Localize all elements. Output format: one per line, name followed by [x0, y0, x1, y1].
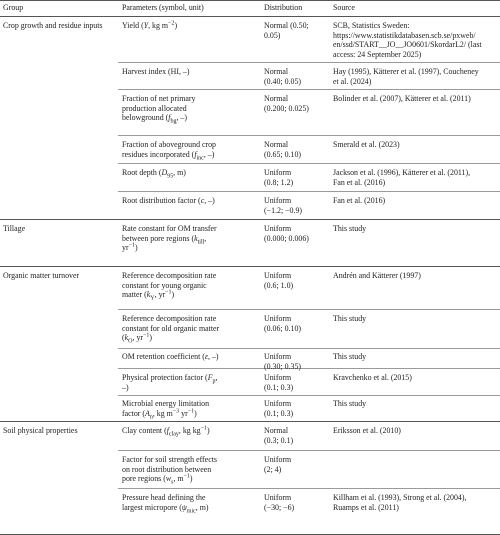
subscript-text: till — [197, 239, 205, 246]
cell-line: This study — [333, 314, 367, 323]
param-text: , kg m — [152, 408, 173, 418]
cell-line: Uniform — [264, 224, 292, 233]
param-cell — [122, 399, 262, 421]
source-cell — [333, 271, 498, 281]
source-cell — [333, 140, 498, 150]
param-text: yr — [179, 408, 188, 418]
subscript-text: mic — [186, 508, 196, 515]
row-divider — [118, 395, 500, 396]
param-text: Reference decomposition rate — [122, 314, 217, 323]
subscript-text: s — [171, 479, 174, 486]
param-cell — [122, 67, 262, 77]
group-divider — [0, 219, 500, 220]
source-cell — [333, 314, 498, 324]
cell-line: en/ssd/START__JO__JO0601/SkordarL2/ (last — [333, 40, 482, 50]
cell-line: Ruamps et al. (2011) — [333, 502, 399, 512]
dist-cell — [264, 224, 326, 243]
group-label: Crop growth and residue inputs — [3, 21, 103, 30]
cell-line: Eriksson et al. (2010) — [333, 426, 401, 435]
source-cell — [333, 168, 498, 187]
param-cell — [122, 196, 262, 206]
param-text: Pressure head defining the — [122, 493, 206, 502]
cell-line: Jackson et al. (1996), Kätterer et al. (2011), — [333, 168, 471, 177]
param-text: , m — [173, 474, 184, 484]
superscript-text: −3 — [172, 407, 180, 414]
cell-line: https://www.statistikdatabasen.scb.se/pxweb/ — [333, 30, 476, 40]
param-text: Fraction of aboveground crop — [122, 140, 217, 149]
param-text: Rate constant for OM transfer — [122, 224, 217, 233]
subscript-text: p — [212, 378, 216, 385]
symbol-text: ε — [204, 352, 209, 361]
cell-line: Uniform — [264, 196, 292, 205]
param-cell — [122, 455, 262, 484]
cell-line: Uniform — [264, 314, 292, 323]
param-text: constant for young organic — [122, 280, 207, 290]
param-cell — [122, 352, 262, 362]
dist-cell — [264, 140, 326, 159]
param-text: , — [204, 233, 207, 243]
param-text: constant for old organic matter — [122, 323, 220, 333]
row-divider — [118, 191, 500, 192]
group-label: Tillage — [3, 224, 26, 233]
param-text: –) — [122, 382, 129, 392]
symbol-text: D — [161, 168, 168, 177]
dist-cell — [264, 399, 326, 418]
param-text: ) — [174, 21, 178, 30]
row-divider — [118, 163, 500, 164]
dist-cell — [264, 271, 326, 290]
row-divider — [118, 348, 500, 349]
cell-line: Normal — [264, 426, 289, 435]
row-divider — [118, 62, 500, 63]
param-cell — [122, 168, 262, 178]
subscript-text: O — [128, 338, 133, 345]
symbol-text: w — [165, 474, 172, 484]
param-text: residues incorporated ( — [122, 149, 195, 159]
cell-line: (0.1; 0.3) — [264, 408, 294, 418]
param-cell — [122, 373, 262, 392]
param-cell — [122, 140, 262, 162]
source-cell — [333, 67, 498, 86]
param-cell — [122, 94, 262, 123]
dist-cell — [264, 455, 326, 474]
cell-line: Uniform — [264, 493, 292, 502]
param-text: production allocated — [122, 103, 187, 113]
cell-line: (0.1; 0.3) — [264, 382, 294, 392]
header-group: Group — [3, 3, 24, 12]
param-text: factor ( — [122, 408, 145, 418]
param-text: Fraction of net primary — [122, 94, 196, 103]
param-text: ) — [189, 474, 193, 484]
param-text: ( — [122, 333, 125, 343]
dist-cell — [264, 168, 326, 187]
symbol-text: Y — [143, 21, 149, 30]
symbol-text: f — [194, 149, 197, 159]
cell-line: Hay (1995), Kätterer et al. (1997), Coucheney — [333, 67, 479, 76]
row-divider — [118, 89, 500, 90]
source-cell — [333, 94, 498, 104]
dist-cell — [264, 314, 326, 333]
row-divider — [118, 450, 500, 451]
source-cell — [333, 21, 498, 59]
dist-cell — [264, 21, 326, 40]
param-text: on root distribution between — [122, 464, 212, 474]
superscript-text: −1 — [183, 473, 190, 480]
symbol-text: A — [145, 408, 150, 418]
cell-line: Killham et al. (1993), Strong et al. (2004), — [333, 493, 467, 502]
cell-line: Uniform — [264, 352, 292, 361]
cell-line: (0.65; 0.10) — [264, 149, 302, 159]
symbol-text: k — [124, 333, 129, 343]
dist-cell — [264, 352, 326, 371]
subscript-text: clay — [168, 431, 179, 438]
source-cell — [333, 399, 498, 409]
param-cell — [122, 493, 262, 515]
cell-line: This study — [333, 224, 367, 233]
param-text: Harvest index (HI, –) — [122, 67, 190, 76]
superscript-text: −2 — [168, 20, 175, 27]
cell-line: Uniform — [264, 271, 292, 280]
param-text: , –) — [204, 196, 215, 205]
param-cell — [122, 224, 262, 253]
cell-line: Bolinder et al. (2007), Kätterer et al. (2011) — [333, 94, 471, 103]
row-divider — [118, 135, 500, 136]
param-text: between pore regions ( — [122, 233, 195, 243]
superscript-text: −1 — [165, 289, 172, 296]
source-cell — [333, 224, 498, 234]
subscript-text: Y — [150, 295, 155, 302]
param-text: OM retention coefficient ( — [122, 352, 205, 361]
cell-line: (0.8; 1.2) — [264, 177, 294, 187]
cell-line: (2; 4) — [264, 464, 282, 474]
param-text: largest micropore ( — [122, 502, 182, 512]
param-cell — [122, 314, 262, 343]
group-label: Organic matter turnover — [3, 271, 80, 280]
param-text: ) — [207, 426, 210, 435]
source-cell — [333, 352, 498, 362]
cell-line: access: 24 September 2025) — [333, 49, 422, 59]
dist-cell — [264, 67, 326, 86]
param-cell — [122, 21, 262, 31]
param-text: Microbial energy limitation — [122, 399, 210, 408]
subscript-text: inc — [196, 155, 204, 162]
group-divider — [0, 421, 500, 422]
cell-line: (0.200; 0.025) — [264, 103, 309, 113]
cell-line: (−1.2; −0.9) — [264, 205, 303, 215]
param-text: , — [215, 373, 218, 382]
param-text: Clay content ( — [122, 426, 167, 435]
param-text: Yield ( — [122, 21, 144, 30]
cell-line: Smerald et al. (2023) — [333, 140, 400, 149]
source-cell — [333, 196, 498, 206]
param-text: Root distribution factor ( — [122, 196, 201, 205]
subscript-text: bg — [170, 118, 177, 125]
source-cell — [333, 426, 498, 436]
subscript-text: n — [149, 414, 153, 421]
cell-line: Normal — [264, 140, 289, 149]
cell-line: Uniform — [264, 373, 292, 382]
symbol-text: k — [146, 290, 151, 300]
symbol-text: F — [207, 373, 213, 382]
cell-line: Normal — [264, 94, 289, 103]
dist-cell — [264, 493, 326, 512]
param-text: yr — [122, 243, 129, 253]
cell-line: Fan et al. (2016) — [333, 196, 386, 205]
dist-cell — [264, 373, 326, 392]
symbol-text: f — [168, 113, 171, 123]
cell-line: et al. (2024) — [333, 76, 372, 86]
param-text: ) — [194, 408, 197, 418]
param-cell — [122, 271, 262, 300]
param-text: ) — [134, 243, 138, 253]
header-source: Source — [333, 3, 355, 12]
superscript-text: −1 — [187, 407, 195, 414]
source-cell — [333, 373, 498, 383]
superscript-text: −1 — [143, 332, 150, 339]
param-text: ) — [149, 333, 153, 343]
cell-line: (0.40; 0.05) — [264, 76, 302, 86]
cell-line: (0.3; 0.1) — [264, 435, 294, 445]
cell-line: This study — [333, 399, 367, 408]
param-text: ) — [171, 290, 175, 300]
dist-cell — [264, 94, 326, 113]
cell-line: This study — [333, 352, 367, 361]
param-text: , –) — [176, 113, 187, 123]
cell-line: (0.000; 0.006) — [264, 233, 309, 243]
param-text: Root depth ( — [122, 168, 162, 177]
row-divider — [118, 309, 500, 310]
row-divider — [118, 488, 500, 489]
cell-line: Fan et al. (2016) — [333, 177, 386, 187]
cell-line: Uniform — [264, 168, 292, 177]
symbol-text: ψ — [181, 502, 187, 512]
param-text: , –) — [203, 149, 215, 159]
cell-line: Andrén and Kätterer (1997) — [333, 271, 421, 280]
dist-cell — [264, 196, 326, 215]
cell-line: SCB, Statistics Sweden: — [333, 21, 410, 30]
cell-line: (0.06; 0.10) — [264, 323, 302, 333]
param-text: matter ( — [122, 290, 147, 300]
header-distribution: Distribution — [264, 3, 303, 12]
param-text: , kg kg — [178, 426, 201, 435]
param-text: Physical protection factor ( — [122, 373, 208, 382]
symbol-text: k — [194, 233, 198, 243]
param-text: , –) — [208, 352, 219, 361]
cell-line: Uniform — [264, 399, 292, 408]
param-text: , yr — [154, 290, 166, 300]
param-text: Factor for soil strength effects — [122, 455, 217, 464]
subscript-text: 95 — [167, 173, 174, 180]
param-text: pore regions ( — [122, 474, 166, 484]
cell-line: (−30; −6) — [264, 502, 295, 512]
param-text: , yr — [132, 333, 144, 343]
cell-line: Normal (0.50; — [264, 21, 309, 30]
param-text: , m) — [173, 168, 186, 177]
cell-line: Uniform — [264, 455, 292, 464]
param-cell — [122, 426, 262, 436]
cell-line: 0.05) — [264, 30, 281, 40]
header-parameter: Parameters (symbol, unit) — [122, 3, 204, 12]
superscript-text: −1 — [200, 425, 207, 432]
cell-line: (0.30; 0.35) — [264, 361, 302, 371]
cell-line: (0.6; 1.0) — [264, 280, 294, 290]
param-text: , kg m — [148, 21, 169, 30]
superscript-text: −1 — [128, 242, 135, 249]
param-text: belowground ( — [122, 113, 169, 123]
cell-line: Kravchenko et al. (2015) — [333, 373, 412, 382]
header-rule — [0, 16, 500, 17]
param-text: Reference decomposition rate — [122, 271, 217, 280]
dist-cell — [264, 426, 326, 445]
symbol-text: f — [166, 426, 169, 435]
param-text: , m) — [195, 502, 209, 512]
group-divider — [0, 266, 500, 267]
table-top-rule — [0, 0, 500, 1]
cell-line: Normal — [264, 67, 289, 76]
group-label: Soil physical properties — [3, 426, 78, 435]
symbol-text: c — [200, 196, 205, 205]
source-cell — [333, 493, 498, 512]
